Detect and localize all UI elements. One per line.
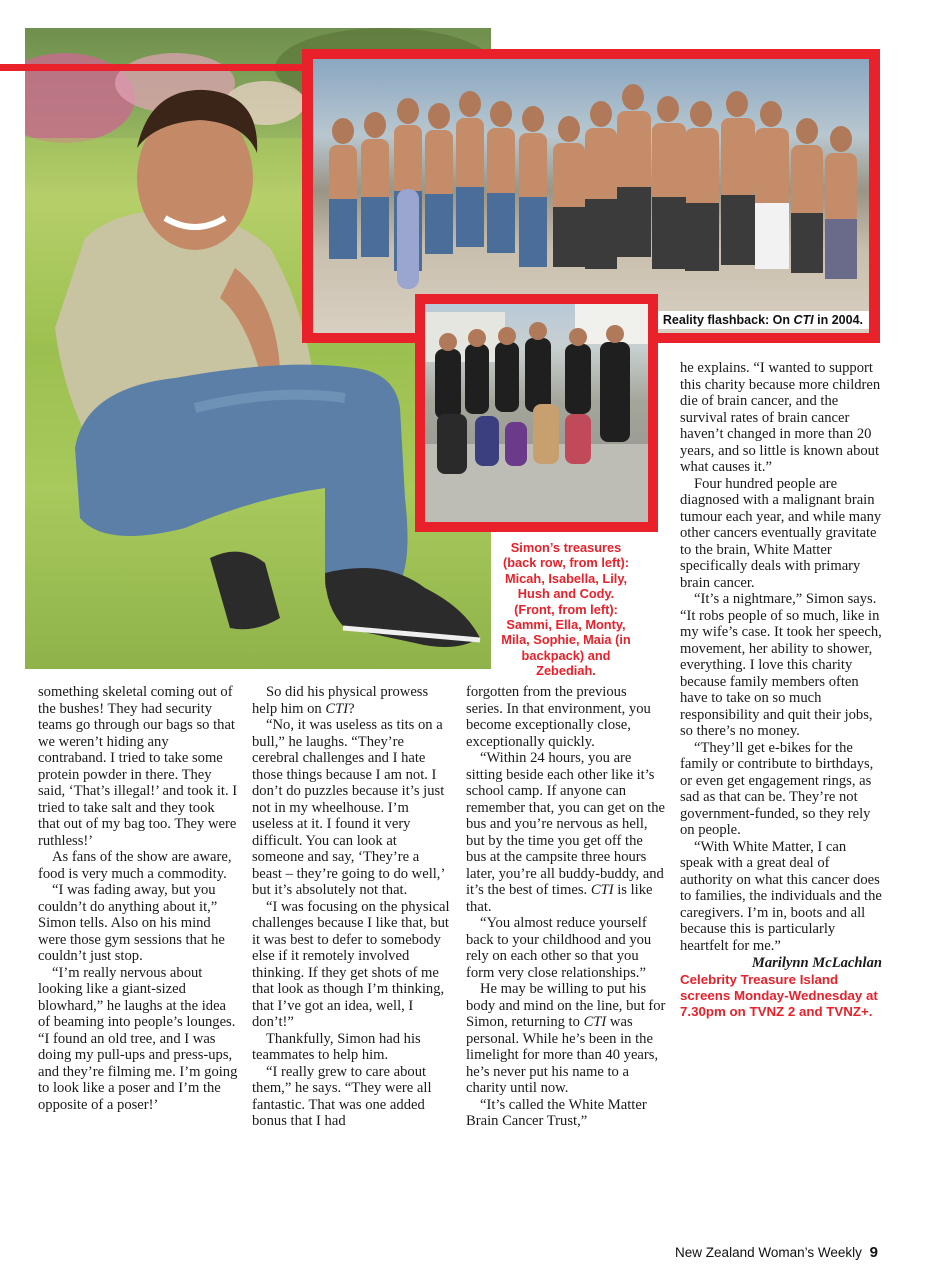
flashback-caption-suffix: in 2004. xyxy=(813,313,863,327)
article-column-3 xyxy=(466,684,666,1130)
col3-p4-before: He may be willing to put his body and mind on the line, but for Simon, returning to xyxy=(466,981,666,1030)
col3-paragraph: “You almost reduce yourself back to your childhood and you rely on each other so that you form very close relationships.” xyxy=(466,915,652,981)
article-column-2 xyxy=(252,684,452,1130)
flashback-caption xyxy=(657,311,869,329)
col1-paragraph: As fans of the show are aware, food is very much a commodity. xyxy=(38,849,232,882)
family-caption: Simon’s treasures (back row, from left): Micah, Isabella, Lily, Hush and Cody. (Front, from left): Sammi, Ella, Monty, Mila, Sophie, Maia (in backpack) and Zebediah. xyxy=(501,540,631,679)
byline: Marilynn McLachlan xyxy=(751,955,882,971)
col4-paragraph: “It’s a nightmare,” Simon says. “It robs people of so much, like in my wife’s case. It took her speech, movement, her ability to shower, everything. I love this charity because family members often have to take on so much responsibility and quit their jobs, so there’s no money. xyxy=(680,591,882,739)
page-number: 9 xyxy=(869,1244,878,1261)
col2-paragraph: “No, it was useless as tits on a bull,” he laughs. “They’re cerebral challenges and I hate those things because I am not. I don’t do puzzles because it’s just not in my wheelhouse. I’m useless at it. I found it very difficult. You can look at someone and say, ‘They’re a beast – they’re going to do well,’ but it’s absolutely not that. xyxy=(252,717,445,898)
magazine-name: New Zealand Woman’s Weekly xyxy=(675,1245,862,1260)
page-footer xyxy=(675,1244,878,1261)
col3-paragraph: forgotten from the previous series. In that environment, you become exceptionally close, exceptionally quickly. xyxy=(466,684,651,750)
col3-paragraph xyxy=(466,750,666,915)
col3-paragraph: “It’s called the White Matter Brain Cancer Trust,” xyxy=(466,1096,647,1129)
col2-p1-before: So did his physical prowess help him on xyxy=(252,684,429,717)
promo-text: Celebrity Treasure Island screens Monday-Wednesday at 7.30pm on TVNZ 2 and TVNZ+. xyxy=(680,971,878,1019)
family-group-illustration xyxy=(425,304,648,522)
col2-paragraph xyxy=(252,684,452,717)
col3-p2-after: is like that. xyxy=(466,882,653,915)
flashback-caption-title: CTI xyxy=(793,313,814,327)
col1-paragraph: “I was fading away, but you couldn’t do anything about it,” Simon tells. Also on his mind were those gym sessions that he couldn’t just stop. xyxy=(38,882,225,964)
col3-p2-before: “Within 24 hours, you are sitting beside each other like it’s school camp. If anyone can remember that, you can get on the bus and you’re nervous as hell, but by the time you get off the bus at the campsite three hours later, you’re all buddy-buddy, and it’s the best of times. xyxy=(466,750,665,898)
col3-p4-after: was personal. While he’s been in the limelight for more than 40 years, he’s never put his name to a charity until now. xyxy=(466,1014,659,1096)
col3-p4-title: CTI xyxy=(583,1014,607,1030)
flashback-caption-prefix: Reality flashback: On xyxy=(662,313,794,327)
family-photo xyxy=(425,304,648,522)
col4-paragraph: “With White Matter, I can speak with a great deal of authority on what this cancer does to families, the individuals and the caregivers. I’m in, boots and all because this is particularly heartfelt for me.” xyxy=(680,838,882,954)
col2-p1-after: ? xyxy=(348,700,355,717)
flashback-photo xyxy=(313,59,869,333)
col3-p2-title: CTI xyxy=(590,882,614,898)
article-column-1 xyxy=(38,684,238,1113)
col4-paragraph: Four hundred people are diagnosed with a malignant brain tumour each year, and while many other cancers eventually gravitate to the brain, White Matter specifically deals with primary brain cancer. xyxy=(680,475,882,591)
cast-group-illustration xyxy=(313,59,869,333)
col2-paragraph: “I was focusing on the physical challenges because I like that, but it was best to defer to somebody else if it remotely involved thinking. If they get shots of me that look as though I’m thinking, that I’ve got an idea, well, I don’t!” xyxy=(252,898,450,1030)
red-accent-line xyxy=(0,64,305,71)
col4-paragraph: he explains. “I wanted to support this charity because more children die of brain cancer, and the survival rates of brain cancer haven’t changed in more than 20 years, and so little is known about what causes it.” xyxy=(680,360,881,475)
col1-paragraph: “I’m really nervous about looking like a giant-sized blowhard,” he laughs at the idea of beaming into people’s lounges. “I found an old tree, and I was doing my pull-ups and press-ups, and they’re filming me. I’m going to look like a poser and I’m the opposite of a poser!’ xyxy=(38,964,238,1113)
col1-paragraph: something skeletal coming out of the bushes! They had security teams go through our bags so that we weren’t hiding any contraband. I tried to take some protein powder in there. They said, ‘That’s illegal!’ and took it. I tried to take salt and they took that out of my bag too. They were ruthless!’ xyxy=(38,684,238,849)
col4-paragraph: “They’ll get e-bikes for the family or contribute to birthdays, or even get engagement rings, as sad as that can be. They’re not government-funded, so they rely on people. xyxy=(680,739,874,838)
col2-paragraph: “I really grew to care about them,” he says. “They were all fantastic. That was one added bonus that I had xyxy=(252,1063,432,1129)
col2-paragraph: Thankfully, Simon had his teammates to help him. xyxy=(252,1030,421,1063)
col2-p1-title: CTI xyxy=(325,700,349,717)
family-photo-frame xyxy=(415,294,658,532)
article-column-4 xyxy=(680,360,882,1020)
col3-paragraph xyxy=(466,981,666,1097)
